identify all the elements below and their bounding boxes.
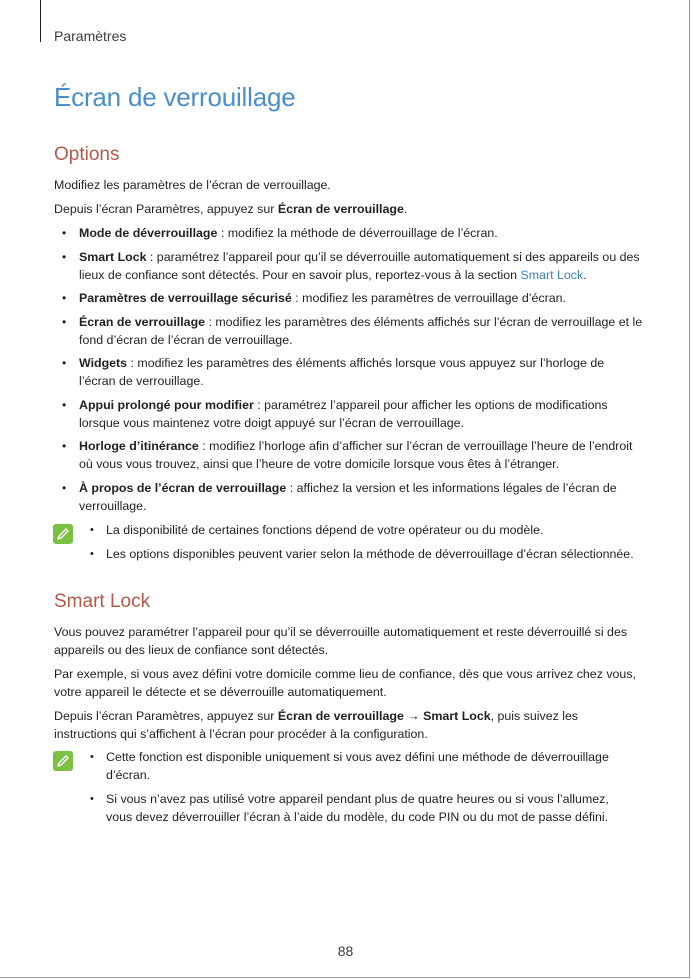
intro2-suffix: . <box>403 202 408 216</box>
item-term: Appui prolongé pour modifier <box>79 397 254 412</box>
para3-bold-1: Écran de verrouillage <box>277 709 404 723</box>
item-term: Écran de verrouillage <box>79 314 206 329</box>
item-text: : modifiez les paramètres des éléments affichés sur l’écran de verrouillage et le fond d’écran de l’écran de verrouillage. <box>79 314 643 347</box>
item-text: : modifiez l’horloge afin d’afficher sur l’écran de verrouillage l’heure de l’endroit où vous vous trouvez, ainsi que l’heure de votre domicile lorsque vous êtes à l’étranger. <box>79 439 633 471</box>
item-text: : modifiez la méthode de déverrouillage de l’écran. <box>217 226 498 240</box>
intro2-prefix: Depuis l’écran Paramètres, appuyez sur <box>54 202 278 216</box>
page-number: 88 <box>337 943 354 959</box>
list-item <box>62 396 644 432</box>
item-term: Horloge d’itinérance <box>79 439 199 453</box>
smart-lock-notes <box>90 748 620 831</box>
page-title: Écran de verrouillage <box>54 82 296 112</box>
item-text: : paramétrez l’appareil pour qu’il se déverrouille automatiquement si des appareils ou des lieux de confiance sont détectés. Pour en savoir plus, reportez-vous à la section <box>79 249 640 282</box>
options-heading: Options <box>54 144 120 165</box>
list-item <box>62 437 644 473</box>
note-icon <box>53 751 73 771</box>
item-text: : modifiez les paramètres de verrouillage d’écran. <box>291 291 566 305</box>
list-item <box>62 289 644 307</box>
smart-lock-para-3 <box>54 707 644 743</box>
item-text: : affichez la version et les informations légales de l’écran de verrouillage. <box>79 480 617 513</box>
smart-lock-heading: Smart Lock <box>54 591 151 612</box>
smart-lock-para-2: Par exemple, si vous avez défini votre domicile comme lieu de confiance, dès que vous arrivez chez vous, votre appareil le détecte et se déverrouille automatiquement. <box>54 667 636 699</box>
note-item: • Les options disponibles peuvent varier selon la méthode de déverrouillage d’écran sélectionnée. <box>90 545 650 563</box>
options-notes <box>90 521 650 568</box>
note-item: • Si vous n’avez pas utilisé votre appareil pendant plus de quatre heures ou si vous l’allumez, vous devez déverrouiller l’écran à l’aide du modèle, du code PIN ou du mot de passe défini. <box>90 790 620 826</box>
header-rule <box>40 0 41 42</box>
item-term: À propos de l’écran de verrouillage <box>79 480 287 495</box>
list-item <box>62 354 644 390</box>
item-term: Widgets <box>79 356 128 370</box>
item-text: : modifiez les paramètres des éléments affichés lorsque vous appuyez sur l’horloge de l’écran de verrouillage. <box>79 356 605 388</box>
item-term: Paramètres de verrouillage sécurisé <box>79 291 292 305</box>
list-item <box>62 479 644 515</box>
item-term: Mode de déverrouillage <box>79 226 218 240</box>
para3-bold-2: Smart Lock <box>423 709 491 723</box>
note-item: • Cette fonction est disponible uniquement si vous avez défini une méthode de déverrouillage d’écran. <box>90 748 620 784</box>
list-item <box>62 313 644 349</box>
arrow-icon: → <box>403 709 424 723</box>
header-section-label: Paramètres <box>54 28 127 44</box>
item-term: Smart Lock <box>79 249 147 264</box>
list-item <box>62 248 644 284</box>
note-item: • La disponibilité de certaines fonctions dépend de votre opérateur ou du modèle. <box>90 521 650 539</box>
smart-lock-para-1: Vous pouvez paramétrer l’appareil pour qu’il se déverrouille automatiquement et reste déverrouillé si des appareils ou des lieux de confiance sont détectés. <box>54 625 628 657</box>
list-item <box>62 224 644 242</box>
note-icon <box>53 524 73 544</box>
para3-suffix: , puis suivez les instructions qui s’affichent à l’écran pour procéder à la configuration. <box>54 709 579 741</box>
para3-prefix: Depuis l’écran Paramètres, appuyez sur <box>54 709 278 723</box>
options-intro-1: Modifiez les paramètres de l’écran de verrouillage. <box>54 178 331 192</box>
item-text-after: . <box>583 267 587 282</box>
options-list <box>62 224 644 520</box>
item-text: : paramétrez l’appareil pour afficher les options de modifications lorsque vous maintenez votre doigt appuyé sur l’écran de verrouillage. <box>79 397 608 430</box>
smart-lock-link[interactable]: Smart Lock <box>520 267 584 282</box>
options-intro-2 <box>54 200 644 218</box>
intro2-bold: Écran de verrouillage <box>277 202 404 216</box>
